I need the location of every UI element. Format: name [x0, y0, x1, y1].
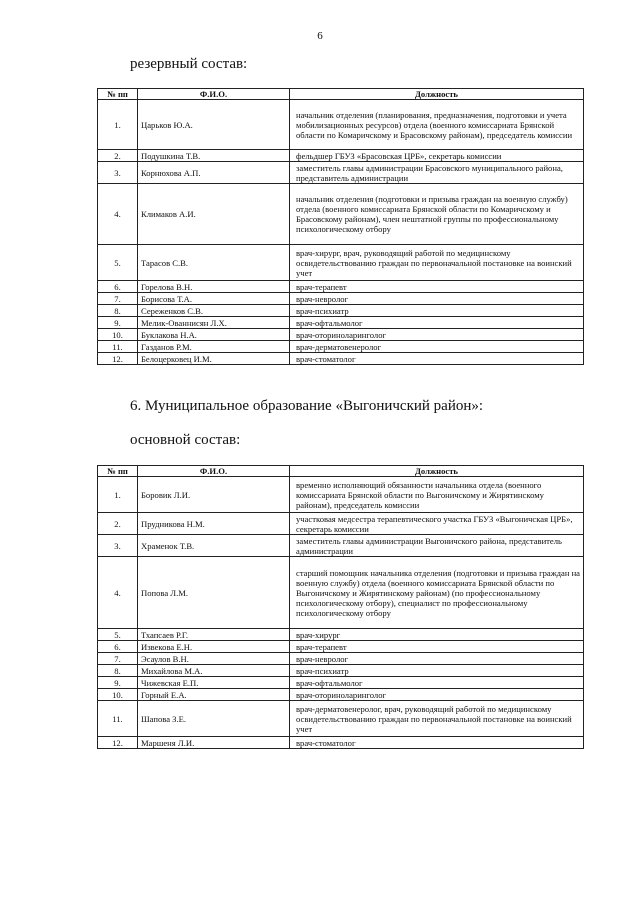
- column-header-num: № пп: [98, 89, 138, 100]
- member-name: Горный Е.А.: [138, 689, 290, 701]
- table-header-row: [98, 466, 584, 477]
- member-position: врач-дерматовенеролог, врач, руководящий работой по медицинскому освидетельствованию граждан по первоначальной постановке на воинский учет: [290, 701, 584, 737]
- member-name: Извекова Е.Н.: [138, 641, 290, 653]
- member-name: Газданов Р.М.: [138, 341, 290, 353]
- table-row: [98, 281, 584, 293]
- member-name: Сереженков С.В.: [138, 305, 290, 317]
- column-header-position: Должность: [290, 89, 584, 100]
- member-name: Попова Л.М.: [138, 557, 290, 629]
- member-name: Горелова В.Н.: [138, 281, 290, 293]
- table-row: [98, 317, 584, 329]
- member-name: Боровик Л.И.: [138, 477, 290, 513]
- row-number: 10.: [98, 329, 138, 341]
- member-position: врач-офтальмолог: [290, 317, 584, 329]
- reserve-roster-body: [98, 100, 584, 365]
- table-header-row: [98, 89, 584, 100]
- member-position: старший помощник начальника отделения (подготовки и призыва граждан на военную службу) отдела (военного комиссариата Брянской области по Выгоничскому и Жирятинскому районам) (по профессиональному психологическому отбору), специалист по профессиональному психологическому отбору: [290, 557, 584, 629]
- member-position: заместитель главы администрации Брасовского муниципального района, представитель администрации: [290, 162, 584, 184]
- row-number: 7.: [98, 653, 138, 665]
- member-name: Климаков А.И.: [138, 184, 290, 245]
- reserve-roster-table: [97, 88, 584, 365]
- page-number: 6: [317, 30, 323, 42]
- row-number: 9.: [98, 317, 138, 329]
- member-position: врач-психиатр: [290, 305, 584, 317]
- row-number: 10.: [98, 689, 138, 701]
- row-number: 11.: [98, 701, 138, 737]
- table-row: [98, 513, 584, 535]
- column-header-num: № пп: [98, 466, 138, 477]
- row-number: 5.: [98, 629, 138, 641]
- member-position: врач-дерматовенеролог: [290, 341, 584, 353]
- member-position: начальник отделения (подготовки и призыва граждан на военную службу) отдела (военного комиссариата Брянской области по Комаричскому и Брасовскому районам), член нештатной группы по профессиональному психологическому отбору: [290, 184, 584, 245]
- member-position: врач-невролог: [290, 293, 584, 305]
- row-number: 4.: [98, 557, 138, 629]
- row-number: 4.: [98, 184, 138, 245]
- table-row: [98, 629, 584, 641]
- row-number: 6.: [98, 641, 138, 653]
- table-row: [98, 245, 584, 281]
- row-number: 7.: [98, 293, 138, 305]
- row-number: 9.: [98, 677, 138, 689]
- table-row: [98, 329, 584, 341]
- member-name: Подушкина Т.В.: [138, 150, 290, 162]
- row-number: 8.: [98, 665, 138, 677]
- member-name: Мелик-Ованнисян Л.Х.: [138, 317, 290, 329]
- member-position: начальник отделения (планирования, предназначения, подготовки и учета мобилизационных ресурсов) отдела (военного комиссариата Брянской области по Комаричскому и Брасовскому районам), председатель комиссии: [290, 100, 584, 150]
- table-row: [98, 535, 584, 557]
- table-row: [98, 184, 584, 245]
- table-row: [98, 293, 584, 305]
- member-name: Чижевская Е.П.: [138, 677, 290, 689]
- table-row: [98, 689, 584, 701]
- member-name: Белоцерковец И.М.: [138, 353, 290, 365]
- table-row: [98, 557, 584, 629]
- row-number: 1.: [98, 100, 138, 150]
- table-row: [98, 150, 584, 162]
- table-row: [98, 641, 584, 653]
- table-row: [98, 677, 584, 689]
- member-name: Маршеня Л.И.: [138, 737, 290, 749]
- table-row: [98, 305, 584, 317]
- member-name: Тарасов С.В.: [138, 245, 290, 281]
- member-position: фельдшер ГБУЗ «Брасовская ЦРБ», секретарь комиссии: [290, 150, 584, 162]
- main-heading: основной состав:: [130, 432, 241, 448]
- table-row: [98, 737, 584, 749]
- member-position: врач-стоматолог: [290, 737, 584, 749]
- member-name: Михайлова М.А.: [138, 665, 290, 677]
- table-row: [98, 100, 584, 150]
- row-number: 1.: [98, 477, 138, 513]
- member-position: врач-хирург: [290, 629, 584, 641]
- member-position: участковая медсестра терапевтического участка ГБУЗ «Выгоничская ЦРБ», секретарь комиссии: [290, 513, 584, 535]
- table-row: [98, 353, 584, 365]
- row-number: 6.: [98, 281, 138, 293]
- member-position: врач-стоматолог: [290, 353, 584, 365]
- member-name: Борисова Т.А.: [138, 293, 290, 305]
- member-position: врач-оториноларинголог: [290, 329, 584, 341]
- member-name: Тхапсаев Р.Г.: [138, 629, 290, 641]
- member-position: врач-офтальмолог: [290, 677, 584, 689]
- reserve-heading: резервный состав:: [130, 56, 248, 72]
- row-number: 2.: [98, 150, 138, 162]
- member-name: Буклакова Н.А.: [138, 329, 290, 341]
- member-position: врач-хирург, врач, руководящий работой по медицинскому освидетельствованию граждан по первоначальной постановке на воинский учет: [290, 245, 584, 281]
- member-name: Храменок Т.В.: [138, 535, 290, 557]
- column-header-name: Ф.И.О.: [138, 466, 290, 477]
- row-number: 2.: [98, 513, 138, 535]
- member-position: врач-терапевт: [290, 281, 584, 293]
- member-name: Царьков Ю.А.: [138, 100, 290, 150]
- table-row: [98, 665, 584, 677]
- member-position: временно исполняющий обязанности начальника отдела (военного комиссариата Брянской области по Выгоничскому и Жирятинскому районам), председатель комиссии: [290, 477, 584, 513]
- member-name: Прудникова Н.М.: [138, 513, 290, 535]
- member-position: врач-психиатр: [290, 665, 584, 677]
- table-row: [98, 701, 584, 737]
- main-roster-body: [98, 477, 584, 749]
- member-name: Эсаулов В.Н.: [138, 653, 290, 665]
- section-title: 6. Муниципальное образование «Выгоничский район»:: [130, 398, 484, 414]
- member-position: врач-терапевт: [290, 641, 584, 653]
- table-row: [98, 162, 584, 184]
- member-name: Шапова З.Е.: [138, 701, 290, 737]
- main-roster-table: [97, 465, 584, 749]
- row-number: 3.: [98, 162, 138, 184]
- member-position: врач-невролог: [290, 653, 584, 665]
- row-number: 5.: [98, 245, 138, 281]
- row-number: 12.: [98, 353, 138, 365]
- column-header-position: Должность: [290, 466, 584, 477]
- member-name: Корнюхова А.П.: [138, 162, 290, 184]
- table-row: [98, 477, 584, 513]
- row-number: 8.: [98, 305, 138, 317]
- table-row: [98, 341, 584, 353]
- row-number: 11.: [98, 341, 138, 353]
- member-position: врач-оториноларинголог: [290, 689, 584, 701]
- row-number: 3.: [98, 535, 138, 557]
- row-number: 12.: [98, 737, 138, 749]
- table-row: [98, 653, 584, 665]
- member-position: заместитель главы администрации Выгоничского района, представитель администрации: [290, 535, 584, 557]
- column-header-name: Ф.И.О.: [138, 89, 290, 100]
